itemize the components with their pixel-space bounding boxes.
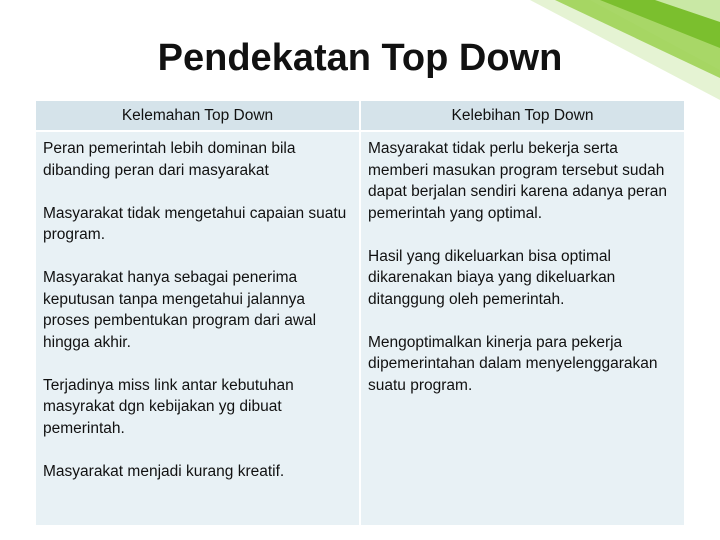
kelemahan-column (36, 132, 359, 525)
comparison-table (36, 101, 684, 527)
list-item: Masyarakat tidak perlu bekerja serta memberi masukan program tersebut sudah dapat berjalan sendiri karena adanya peran pemerintah yang optimal. (368, 140, 668, 222)
list-item: Terjadinya miss link antar kebutuhan masyrakat dgn kebijakan yg dibuat pemerintah. (43, 376, 294, 437)
page-title: Pendekatan Top Down (157, 37, 563, 79)
list-item: Masyarakat tidak mengetahui capaian suatu program. (43, 204, 347, 243)
list-item: Mengoptimalkan kinerja para pekerja dipemerintahan dalam menyelenggarakan suatu program. (368, 333, 658, 394)
list-item: Masyarakat hanya sebagai penerima keputusan tanpa mengetahui jalannya proses pembentukan program dari awal hingga akhir. (43, 269, 317, 351)
kelebihan-column (361, 132, 684, 525)
list-item: Masyarakat menjadi kurang kreatif. (43, 462, 285, 480)
list-item: Hasil yang dikeluarkan bisa optimal dikarenakan biaya yang dikeluarkan ditanggung oleh pemerintah. (368, 247, 616, 308)
column-header-kelemahan: Kelemahan Top Down (36, 101, 359, 130)
list-item: Peran pemerintah lebih dominan bila dibanding peran dari masyarakat (43, 140, 296, 179)
column-header-kelebihan: Kelebihan Top Down (361, 101, 684, 130)
